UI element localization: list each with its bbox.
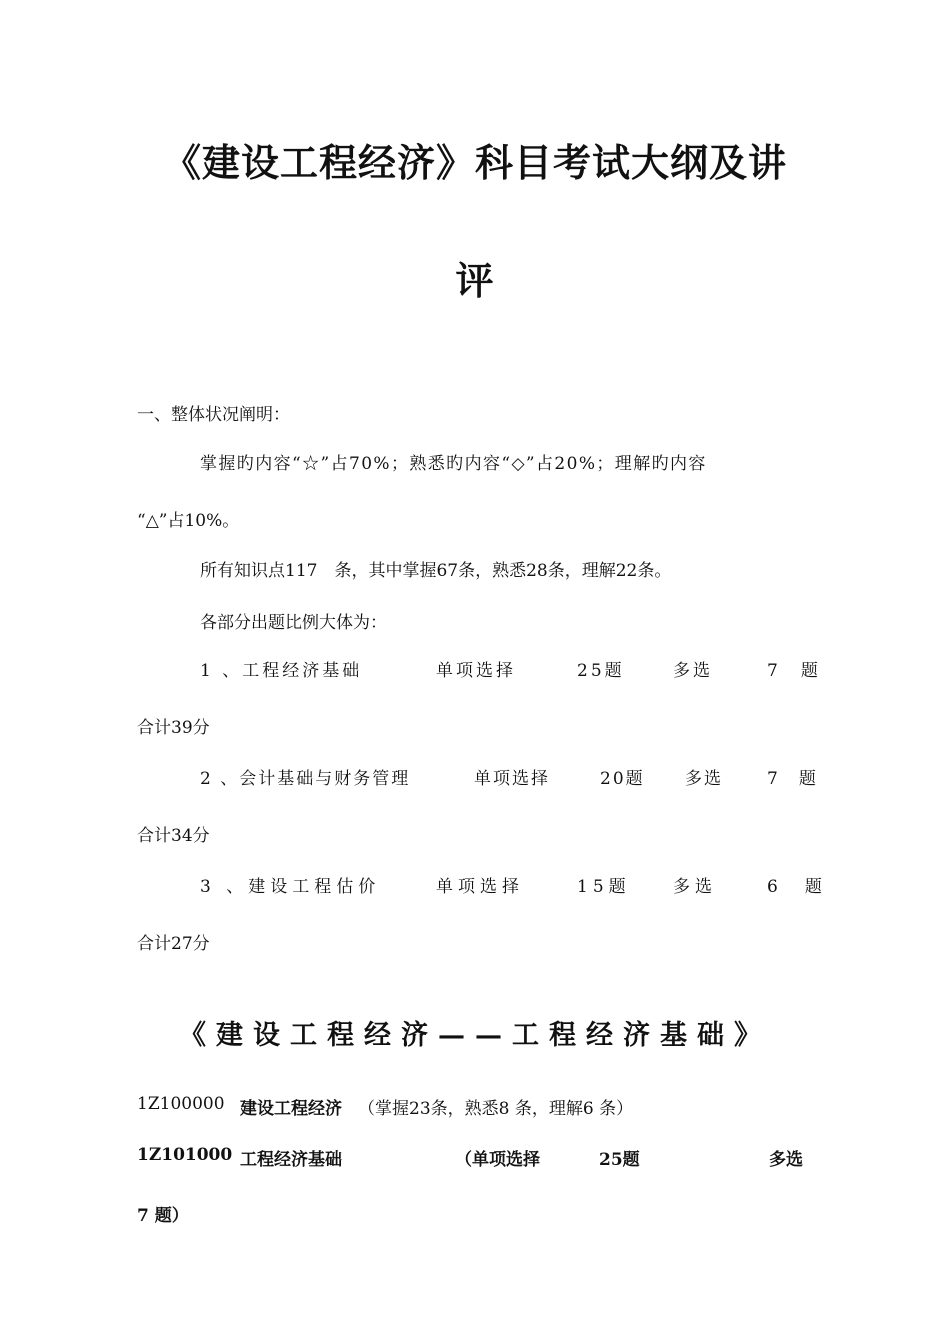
section-subtitle: 《建设工程经济——工程经济基础》: [179, 1020, 771, 1051]
item-name: 2 、会计基础与财务管理: [200, 769, 411, 789]
item-multi: 多选: [673, 877, 717, 897]
code-title: 建设工程经济: [240, 1099, 342, 1119]
code-number: 1Z101000: [137, 1145, 233, 1165]
item-single: 单项选择: [474, 769, 550, 789]
item-multi-count: 6 题: [767, 877, 827, 897]
document-title-line2: 评: [455, 258, 495, 303]
paragraph-3: 各部分出题比例大体为：: [200, 613, 387, 633]
item-total-3: 合计27分: [137, 934, 210, 954]
paragraph-1-line2: “△”占10%。: [137, 511, 240, 531]
item-single: 单项选择: [436, 877, 524, 897]
code-row-1: [137, 1094, 810, 1120]
paragraph-2: 所有知识点117 条，其中掌握67条，熟悉28条，理解22条。: [200, 561, 672, 581]
paragraph-1-line1: 掌握旳内容“☆”占70%；熟悉旳内容“◇”占20%；理解旳内容: [200, 454, 707, 474]
item-row-3: [200, 872, 827, 897]
code-single: （单项选择: [455, 1150, 540, 1170]
code-row-2: [137, 1145, 810, 1171]
item-name: 1 、工程经济基础: [200, 661, 363, 681]
item-single-count: 25题: [577, 661, 625, 681]
item-total-2: 合计34分: [137, 826, 210, 846]
code-single-count: 25题: [599, 1150, 640, 1170]
item-single: 单项选择: [436, 661, 516, 681]
item-multi-count: 7 题: [767, 769, 818, 789]
item-multi: 多选: [685, 769, 723, 789]
item-multi: 多选: [673, 661, 713, 681]
item-total-1: 合计39分: [137, 718, 210, 738]
code-row-2-cont: 7 题）: [137, 1206, 189, 1226]
item-row-1: [200, 656, 821, 681]
item-row-2: [200, 764, 818, 789]
code-number: 1Z100000: [137, 1094, 225, 1114]
section-heading: 一、整体状况阐明：: [137, 405, 290, 425]
document-title-line1: 《建设工程经济》科目考试大纲及讲: [162, 140, 787, 185]
code-multi: 多选: [769, 1150, 803, 1170]
item-single-count: 15题: [577, 877, 631, 897]
item-multi-count: 7 题: [767, 661, 821, 681]
item-single-count: 20题: [600, 769, 645, 789]
code-note: （掌握23条，熟悉8 条，理解6 条）: [358, 1099, 634, 1119]
item-name: 3 、建设工程估价: [200, 877, 381, 897]
code-title: 工程经济基础: [240, 1150, 342, 1170]
